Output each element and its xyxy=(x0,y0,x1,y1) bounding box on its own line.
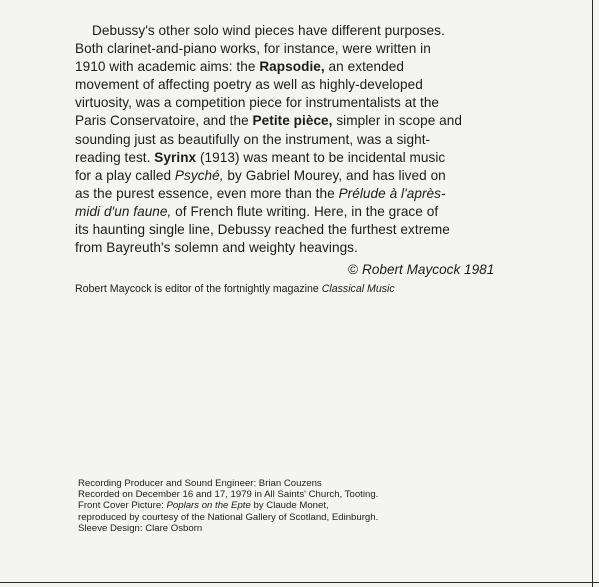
credit-cover xyxy=(78,500,378,511)
author-signature xyxy=(348,262,494,277)
editor-note xyxy=(75,283,395,295)
essay-text xyxy=(75,22,515,257)
editor-note-text: Robert Maycock is editor of the fortnightly magazine xyxy=(75,283,322,295)
essay-text-run: for a play called xyxy=(75,167,175,183)
essay-line: Debussy's other solo wind pieces have different purposes. xyxy=(92,23,445,38)
essay-line: sounding just as beautifully on the instrument, was a sight- xyxy=(75,131,431,147)
work-title-petite-piece: Petite pièce, xyxy=(252,113,333,129)
credit-cover-suffix: by Claude Monet, xyxy=(250,500,329,512)
essay-line: movement of affecting poetry as well as highly-developed xyxy=(75,77,423,93)
essay-line xyxy=(75,203,515,221)
page-edge-right xyxy=(592,0,593,587)
essay-text-run: reading test. xyxy=(75,149,155,165)
essay-line: its haunting single line, Debussy reached the furthest extreme xyxy=(75,222,450,238)
essay-text-run: as the purest essence, even more than the xyxy=(75,185,339,201)
magazine-title: Classical Music xyxy=(321,283,395,295)
work-title-rapsodie: Rapsodie, xyxy=(259,59,325,75)
essay-line xyxy=(75,167,515,185)
essay-line xyxy=(75,149,515,167)
essay-text-run: an extended xyxy=(324,59,404,75)
credit-recorded: Recorded on December 16 and 17, 1979 in All Saints' Church, Tooting. xyxy=(78,489,379,501)
essay-text-run: Paris Conservatoire, and the xyxy=(75,113,253,129)
credit-reproduced: reproduced by courtesy of the National Gallery of Scotland, Edinburgh. xyxy=(78,511,379,523)
work-title-prelude-cont: midi d'un faune, xyxy=(75,203,172,219)
essay-line xyxy=(75,58,515,76)
essay-line: from Bayreuth's solemn and weighty heavings. xyxy=(75,240,358,256)
essay-text-run: of French flute writing. Here, in the grace of xyxy=(171,203,439,219)
credit-producer: Recording Producer and Sound Engineer: Brian Couzens xyxy=(78,478,322,489)
essay-text-run: (1913) was meant to be incidental music xyxy=(196,149,446,165)
author-name: Robert Maycock 1981 xyxy=(362,262,495,277)
essay-line: virtuosity, was a competition piece for instrumentalists at the xyxy=(75,95,440,111)
page-edge-bottom xyxy=(0,582,599,583)
play-title-psyche: Psyché, xyxy=(174,167,224,183)
essay-line xyxy=(75,185,515,203)
essay-line: Both clarinet-and-piano works, for instance, were written in xyxy=(75,41,431,57)
credit-sleeve: Sleeve Design: Clare Osborn xyxy=(78,522,203,534)
essay-text-run: by Gabriel Mourey, and has lived on xyxy=(223,167,446,183)
copyright-symbol: © xyxy=(348,262,359,277)
work-title-syrinx: Syrinx xyxy=(154,149,197,165)
cover-painting-title: Poplars on the Epte xyxy=(166,500,251,512)
essay-text-run: simpler in scope and xyxy=(332,113,463,129)
credit-cover-prefix: Front Cover Picture: xyxy=(78,500,167,512)
essay-line xyxy=(75,112,515,130)
work-title-prelude: Prélude à l'après- xyxy=(338,185,446,201)
credits-block xyxy=(78,478,378,534)
essay-text-run: 1910 with academic aims: the xyxy=(75,59,260,75)
